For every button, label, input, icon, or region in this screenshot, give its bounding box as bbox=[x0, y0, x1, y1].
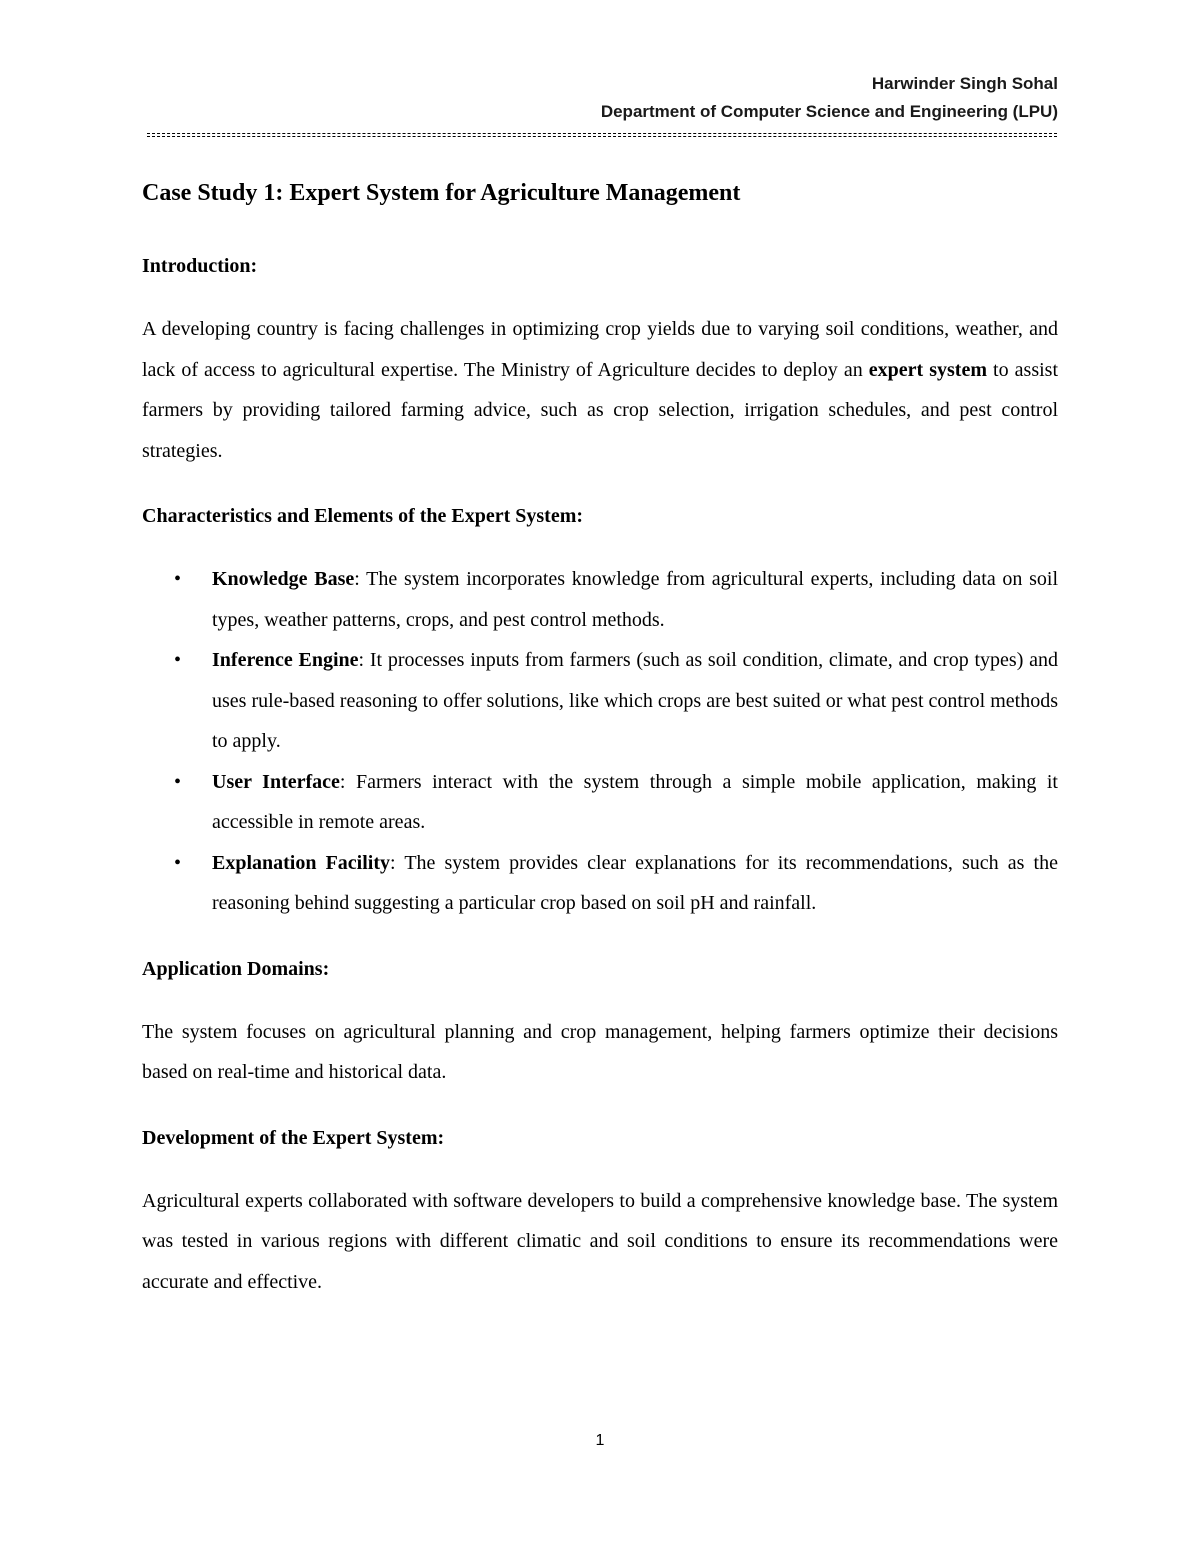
bullet-icon: • bbox=[174, 851, 182, 874]
list-item-term: Knowledge Base bbox=[212, 568, 355, 590]
list-item-text: : The system incorporates knowledge from agricultural experts, including data on soil types, weather patterns, crops, and pest control methods. bbox=[212, 568, 1058, 631]
characteristics-heading: Characteristics and Elements of the Expert System: bbox=[142, 505, 584, 527]
list-item-term: User Interface bbox=[212, 770, 340, 793]
department-name: Department of Computer Science and Engineering (LPU) bbox=[600, 102, 1058, 121]
list-item bbox=[142, 559, 1058, 640]
introduction-text-end: to assist farmers by providing tailored farming advice, such as crop selection, irrigation schedules, and pest control strategies. bbox=[142, 358, 1058, 462]
bullet-icon: • bbox=[174, 649, 182, 671]
characteristics-list bbox=[142, 559, 1058, 924]
introduction-heading: Introduction: bbox=[142, 255, 258, 277]
list-item-term: Explanation Facility bbox=[212, 851, 391, 874]
list-item bbox=[142, 640, 1058, 762]
list-item-text: : It processes inputs from farmers (such as soil condition, climate, and crop types) and uses rule-based reasoning to offer solutions, like which crops are best suited or what pest control methods to apply. bbox=[212, 649, 1059, 752]
development-paragraph: Agricultural experts collaborated with software developers to build a comprehensive knowledge base. The system was tested in various regions with different climatic and soil conditions to ensure its recommendations were accurate and effective. bbox=[142, 1189, 1058, 1293]
development-heading: Development of the Expert System: bbox=[142, 1126, 445, 1149]
list-item-text: : The system provides clear explanations for its recommendations, such as the reasoning behind suggesting a particular crop based on soil pH and rainfall. bbox=[212, 851, 1058, 914]
header-divider bbox=[147, 133, 1057, 134]
author-name: Harwinder Singh Sohal bbox=[871, 74, 1058, 93]
page-number: 1 bbox=[595, 1432, 605, 1449]
bullet-icon: • bbox=[174, 568, 182, 590]
bullet-icon: • bbox=[174, 770, 182, 793]
application-domains-paragraph: The system focuses on agricultural planning and crop management, helping farmers optimize their decisions based on real-time and historical data. bbox=[142, 1020, 1058, 1083]
page-header bbox=[601, 70, 1058, 126]
list-item bbox=[142, 843, 1058, 924]
list-item-term: Inference Engine bbox=[212, 649, 359, 671]
list-item bbox=[142, 762, 1058, 843]
header-divider-underline bbox=[147, 136, 1057, 137]
application-domains-heading: Application Domains: bbox=[142, 957, 330, 980]
list-item-text: : Farmers interact with the system through a simple mobile application, making it accessible in remote areas. bbox=[212, 770, 1058, 833]
introduction-text-start: A developing country is facing challenges in optimizing crop yields due to varying soil conditions, weather, and lack of access to agricultural expertise. The Ministry of Agriculture decides to deploy an bbox=[142, 318, 1058, 381]
document-body bbox=[142, 175, 1058, 1302]
introduction-paragraph bbox=[142, 309, 1058, 471]
introduction-bold-term: expert system bbox=[868, 358, 988, 381]
document-title: Case Study 1: Expert System for Agriculture Management bbox=[142, 180, 741, 206]
